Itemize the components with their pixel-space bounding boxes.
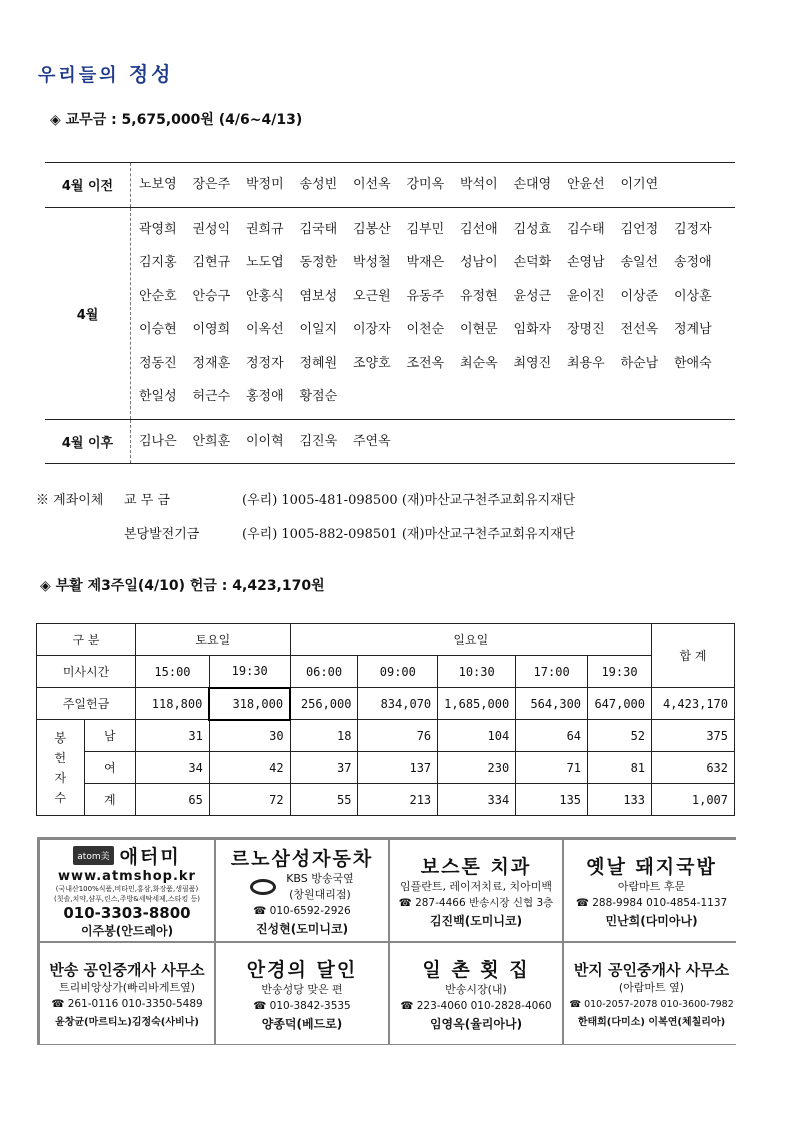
donor-name: 이현문 <box>460 322 498 337</box>
mass-time-cell: 19:30 <box>588 656 652 688</box>
donor-name: 손대영 <box>513 177 552 192</box>
ad-phone: ☎ 010-6592-2926 <box>253 905 351 917</box>
donor-name: 이일지 <box>299 322 338 337</box>
donor-name: 안윤선 <box>567 177 605 192</box>
contributors-label-char: 자 <box>54 770 67 785</box>
page-title-prefix: 우리들의 <box>38 65 129 86</box>
ad-phone: ☎ 261-0116 010-3350-5489 <box>51 998 203 1010</box>
ad-phone: ☎ 288-9984 010-4854-1137 <box>575 897 728 909</box>
ad-line: KBS 방송국옆 <box>286 872 354 885</box>
ad-phone: ☎ 010-2057-2078 010-3600-7982 <box>569 999 734 1010</box>
ad-desc: (국내산100%식품,비타민,홍삼,화장품,생필품) <box>55 885 199 893</box>
ad-atomy <box>40 840 214 941</box>
count-cell: 34 <box>136 752 210 784</box>
ad-url[interactable]: www.atmshop.kr <box>58 869 196 884</box>
contributors-label-char: 헌 <box>54 750 67 765</box>
mass-time-cell: 06:00 <box>290 656 358 688</box>
donor-name: 최영진 <box>513 355 552 371</box>
ad-line: (아람마트 옆) <box>618 981 685 994</box>
offering-cell: 118,800 <box>136 688 210 720</box>
table-row <box>37 624 735 656</box>
donor-name: 정재훈 <box>192 355 231 371</box>
donor-name: 장명진 <box>567 322 605 337</box>
donor-name: 유정현 <box>460 288 498 304</box>
saturday-header: 토요일 <box>136 624 291 656</box>
ad-contact: 임영옥(율리아나) <box>429 1017 523 1031</box>
donor-name: 최용우 <box>567 355 605 371</box>
donor-name: 김수태 <box>567 221 605 237</box>
donor-name: 안희훈 <box>192 433 231 449</box>
ad-renault <box>216 840 388 941</box>
donor-group-label: 4월 이후 <box>45 420 131 464</box>
ad-title: 반송 공인중개사 사무소 <box>49 961 205 979</box>
ad-bansong-realty <box>40 943 214 1044</box>
ad-banji-realty <box>564 943 739 1044</box>
transfer-row <box>36 523 575 542</box>
count-cell: 42 <box>209 752 290 784</box>
page-title-emphasis: 정성 <box>128 62 174 86</box>
donor-name: 강미옥 <box>406 177 445 192</box>
donor-name: 박석이 <box>460 177 498 192</box>
donor-name: 김국태 <box>299 221 338 237</box>
transfer-holder: (재)마산교구천주교회유지재단 <box>401 493 576 508</box>
ad-title: 애터미 <box>119 846 181 868</box>
mass-time-cell: 17:00 <box>516 656 588 688</box>
ad-contact: 민난희(다미아나) <box>605 914 698 928</box>
donor-name: 정동진 <box>139 355 177 371</box>
count-cell: 64 <box>516 720 588 752</box>
count-total-cell: 1,007 <box>652 784 735 816</box>
ad-contact: 한태희(다미소) 이복연(체칠리아) <box>577 1017 726 1028</box>
ad-boston-dental <box>390 840 562 941</box>
mass-time-cell: 15:00 <box>136 656 210 688</box>
count-cell: 30 <box>209 720 290 752</box>
ad-title: 옛날 돼지국밥 <box>586 856 717 878</box>
renault-logo-icon <box>250 879 276 895</box>
row-label: 남 <box>84 720 135 752</box>
mass-time-label: 미사시간 <box>37 656 136 688</box>
ad-title: 보스톤 치과 <box>420 856 532 878</box>
ad-gukbap <box>564 840 739 941</box>
offering-total-cell: 4,423,170 <box>652 688 735 720</box>
sunday-header: 일요일 <box>290 624 651 656</box>
donor-name: 김현규 <box>192 255 231 270</box>
count-cell: 213 <box>358 784 438 816</box>
donor-name: 조양호 <box>353 355 391 371</box>
donor-group <box>45 419 735 464</box>
ad-title: 안경의 달인 <box>246 959 358 981</box>
donor-name: 허근수 <box>192 389 231 404</box>
table-row <box>37 656 735 688</box>
count-cell: 37 <box>290 752 358 784</box>
ad-line: 임플란트, 레이저치료, 치아미백 <box>399 880 553 893</box>
count-cell: 104 <box>438 720 516 752</box>
donor-name: 오근원 <box>353 288 391 304</box>
offering-cell: 647,000 <box>588 688 652 720</box>
donor-name: 정혜원 <box>299 355 338 371</box>
donor-name: 염보성 <box>299 288 338 304</box>
donor-name: 곽영희 <box>139 221 177 237</box>
division-header: 구 분 <box>37 624 136 656</box>
dues-heading: ◈ 교무금 : 5,675,000원 (4/6~4/13) <box>50 112 303 128</box>
donor-name: 정정자 <box>246 355 284 371</box>
donor-name: 성남이 <box>460 255 498 270</box>
table-row <box>37 784 735 816</box>
page-title <box>38 58 173 87</box>
ad-contact: 윤창균(마르티노)김정숙(사비나) <box>55 1017 199 1028</box>
ad-contact: 이주봉(안드레아) <box>80 924 174 938</box>
donor-name: 송일선 <box>620 255 659 270</box>
ad-phone: ☎ 010-3842-3535 <box>253 1000 351 1012</box>
row-label: 여 <box>84 752 135 784</box>
ad-phone: ☎ 223-4060 010-2828-4060 <box>400 1000 552 1012</box>
donor-name: 노도엽 <box>246 255 284 270</box>
donor-group-label: 4월 이전 <box>45 163 131 207</box>
donor-name: 김봉산 <box>353 221 391 237</box>
donor-name: 이이혁 <box>246 433 284 449</box>
donor-group <box>45 207 735 419</box>
ad-line: (창원대리점) <box>289 888 351 901</box>
table-row <box>37 720 735 752</box>
count-cell: 230 <box>438 752 516 784</box>
count-total-cell: 632 <box>652 752 735 784</box>
ad-line: 트리비앙상가(빠리바게트옆) <box>58 981 196 994</box>
ad-line: 반송시장(내) <box>445 983 507 996</box>
donor-names <box>131 163 735 207</box>
count-cell: 52 <box>588 720 652 752</box>
donor-name: 권희규 <box>246 221 284 237</box>
ad-contact: 양종덕(베드로) <box>261 1017 343 1031</box>
donor-name: 김정자 <box>674 221 712 237</box>
donor-name: 이선옥 <box>353 177 391 192</box>
donor-name: 윤이진 <box>567 288 605 304</box>
donor-name: 홍정애 <box>246 389 284 404</box>
donor-name: 손영남 <box>567 255 605 270</box>
offering-label: 주일헌금 <box>37 688 136 720</box>
ads-grid <box>37 837 736 1045</box>
transfer-holder: (재)마산교구천주교회유지재단 <box>401 527 576 542</box>
donor-name: 전선옥 <box>620 322 659 337</box>
donor-name: 안순호 <box>139 288 177 304</box>
count-cell: 65 <box>136 784 210 816</box>
transfer-account: (우리) 1005-481-098500 <box>242 493 398 508</box>
donor-name: 김언정 <box>620 221 659 237</box>
table-row <box>37 752 735 784</box>
donor-name: 한일성 <box>139 389 177 404</box>
donor-name: 동정한 <box>299 255 338 270</box>
count-cell: 18 <box>290 720 358 752</box>
contributors-label-char: 수 <box>54 790 67 805</box>
donor-name: 이상준 <box>620 288 659 304</box>
count-cell: 334 <box>438 784 516 816</box>
donor-name: 송정애 <box>674 255 712 270</box>
transfer-label: 본당발전기금 <box>124 527 200 542</box>
donor-name: 황점순 <box>299 389 338 404</box>
row-label: 계 <box>84 784 135 816</box>
donor-name: 하순남 <box>620 355 659 371</box>
donor-group-label: 4월 <box>45 208 131 419</box>
donor-name: 이옥선 <box>246 322 284 337</box>
offering-cell: 318,000 <box>209 688 290 720</box>
donor-name: 이영희 <box>192 322 231 337</box>
transfer-marker: ※ 계좌이체 <box>36 493 104 508</box>
count-cell: 71 <box>516 752 588 784</box>
count-cell: 137 <box>358 752 438 784</box>
donor-name: 박정미 <box>246 177 284 192</box>
donor-name: 이천순 <box>406 322 445 337</box>
ad-title: 르노삼성자동차 <box>230 848 374 870</box>
donor-name: 이승현 <box>139 322 177 337</box>
donor-name: 안승구 <box>192 288 231 304</box>
count-cell: 72 <box>209 784 290 816</box>
table-row <box>37 688 735 720</box>
contributors-label <box>37 720 85 816</box>
ad-title: 일 촌 횟 집 <box>422 959 530 981</box>
donor-name: 김선애 <box>460 221 498 237</box>
mass-time-cell: 10:30 <box>438 656 516 688</box>
donor-names <box>131 208 735 419</box>
donor-name: 이장자 <box>353 322 391 337</box>
donor-name: 이기연 <box>620 177 659 192</box>
donor-name: 안홍식 <box>246 288 284 304</box>
count-cell: 135 <box>516 784 588 816</box>
ad-contact: 김진백(도미니코) <box>429 914 523 928</box>
ad-line: 아람마트 후문 <box>617 880 686 893</box>
ad-title: 반지 공인중개사 사무소 <box>573 961 730 979</box>
count-cell: 133 <box>588 784 652 816</box>
donor-name: 김성효 <box>513 221 552 237</box>
donor-name: 김부민 <box>406 221 445 237</box>
transfer-label: 교 무 금 <box>124 493 170 508</box>
offering-heading: ◈ 부활 제3주일(4/10) 헌금 : 4,423,170원 <box>40 578 325 594</box>
donor-name: 박성철 <box>353 255 391 270</box>
donor-names <box>131 420 735 464</box>
total-header: 합 계 <box>652 624 735 688</box>
donor-name: 김지홍 <box>139 255 177 270</box>
transfer-row <box>36 489 575 508</box>
offering-cell: 256,000 <box>290 688 358 720</box>
donor-name: 권성익 <box>192 221 231 237</box>
donor-name: 정계남 <box>674 322 712 337</box>
ad-contact: 진성현(도미니코) <box>255 922 349 936</box>
donor-name: 김나은 <box>139 433 177 449</box>
donor-name: 최순옥 <box>460 355 498 371</box>
offering-table <box>36 623 735 816</box>
ad-phone: ☎ 287-4466 반송시장 신협 3층 <box>398 897 554 909</box>
mass-time-cell: 09:00 <box>358 656 438 688</box>
count-cell: 81 <box>588 752 652 784</box>
donor-name: 노보영 <box>139 177 177 192</box>
donor-name: 손덕화 <box>513 255 552 270</box>
count-cell: 31 <box>136 720 210 752</box>
ad-line: 반송성당 맞은 편 <box>261 983 343 996</box>
atomy-logo: atom美 <box>73 846 113 865</box>
ad-desc: (칫솔,치약,샴푸,린스,주방&세탁세제,스타킹 등) <box>54 895 200 903</box>
donor-name: 임화자 <box>513 322 552 337</box>
ad-phone: 010-3303-8800 <box>63 904 191 922</box>
ad-glasses <box>216 943 388 1044</box>
count-cell: 55 <box>290 784 358 816</box>
donor-group <box>45 163 735 207</box>
transfer-account: (우리) 1005-882-098501 <box>242 527 398 542</box>
offering-cell: 834,070 <box>358 688 438 720</box>
mass-time-cell: 19:30 <box>209 656 290 688</box>
donor-name: 박재은 <box>406 255 445 270</box>
contributors-label-char: 봉 <box>54 730 67 745</box>
donor-name: 윤성근 <box>513 288 552 304</box>
donor-name: 김진욱 <box>299 433 338 449</box>
donor-name: 장은주 <box>192 177 231 192</box>
donor-name: 한애숙 <box>674 355 712 371</box>
donor-name: 이상훈 <box>674 288 712 304</box>
donor-name: 유동주 <box>406 288 445 304</box>
donor-name: 조전옥 <box>406 355 445 371</box>
offering-cell: 1,685,000 <box>438 688 516 720</box>
ad-sashimi <box>390 943 562 1044</box>
count-cell: 76 <box>358 720 438 752</box>
donor-name: 송성빈 <box>299 177 338 192</box>
donor-name: 주연옥 <box>353 433 391 449</box>
count-total-cell: 375 <box>652 720 735 752</box>
offering-cell: 564,300 <box>516 688 588 720</box>
dues-donor-list <box>45 162 735 464</box>
